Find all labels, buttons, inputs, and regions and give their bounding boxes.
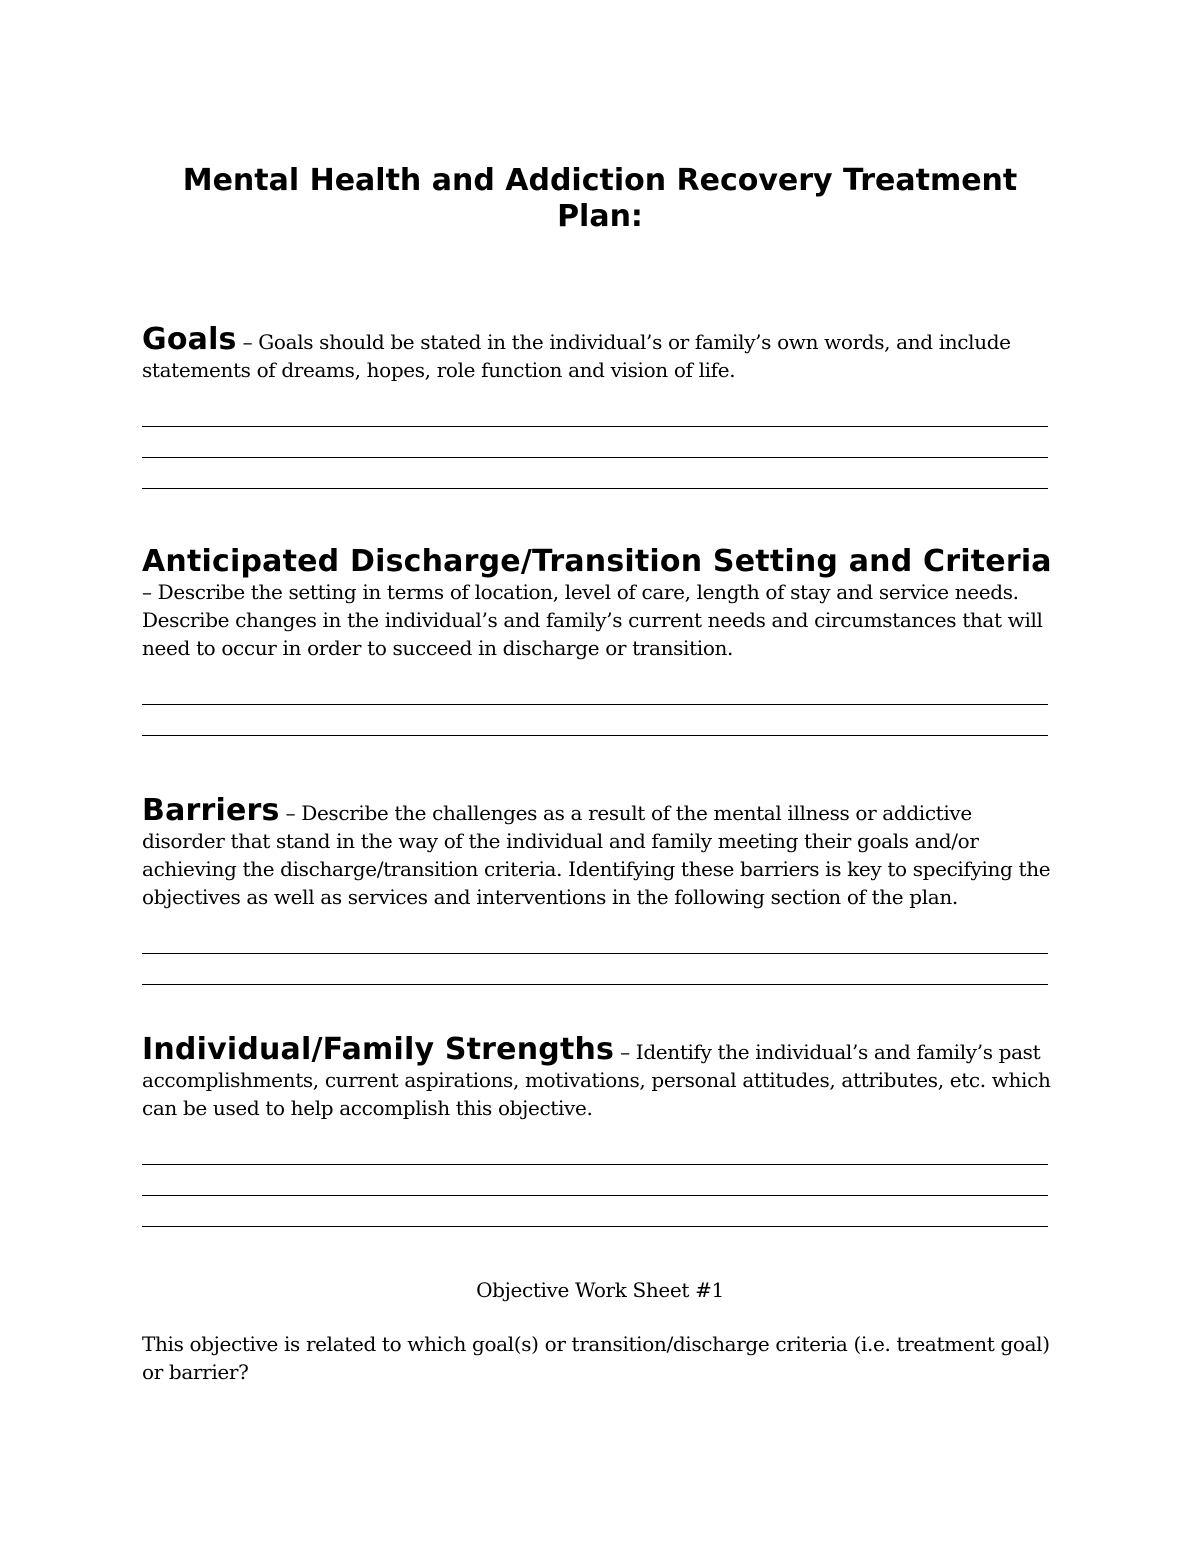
goals-dash: – <box>236 330 259 354</box>
strengths-answer-line[interactable] <box>142 1196 1048 1227</box>
discharge-description: Describe the setting in terms of location, level of care, length of stay and service needs. Describe changes in the individual’s and family’s current needs and circumstances that will need to occur in order to succeed in discharge or transition. <box>142 580 1043 660</box>
goals-heading: Goals <box>142 322 237 357</box>
discharge-answer-line[interactable] <box>142 674 1048 705</box>
barriers-dash: – <box>279 801 302 825</box>
discharge-dash: – <box>142 580 158 604</box>
worksheet-question: This objective is related to which goal(s) or transition/discharge criteria (i.e. treatment goal) or barrier? <box>142 1332 1050 1384</box>
barriers-answer-lines <box>142 923 1058 985</box>
strengths-dash: – <box>614 1040 636 1064</box>
document-title: Mental Health and Addiction Recovery Treatment Plan: <box>182 163 1018 234</box>
barriers-answer-line[interactable] <box>142 923 1048 954</box>
goals-answer-lines <box>142 396 1058 489</box>
strengths-description: Identify the individual’s and family’s past accomplishments, current aspirations, motivations, personal attitudes, attributes, etc. which can be used to help accomplish this objective. <box>142 1040 1051 1120</box>
barriers-heading: Barriers <box>142 793 280 828</box>
worksheet-title: Objective Work Sheet #1 <box>476 1278 724 1302</box>
strengths-answer-line[interactable] <box>142 1134 1048 1165</box>
barriers-section <box>142 793 1058 985</box>
goals-answer-line[interactable] <box>142 396 1048 427</box>
goals-text <box>142 322 1058 384</box>
goals-answer-line[interactable] <box>142 458 1048 489</box>
goals-section <box>142 322 1058 489</box>
goals-description: Goals should be stated in the individual’s or family’s own words, and include statements of dreams, hopes, role function and vision of life. <box>142 330 1011 382</box>
strengths-text <box>142 1032 1058 1122</box>
strengths-heading: Individual/Family Strengths <box>142 1032 615 1067</box>
document-page <box>142 0 1052 1553</box>
discharge-text <box>142 544 1058 662</box>
discharge-answer-lines <box>142 674 1058 736</box>
strengths-section <box>142 1032 1058 1227</box>
discharge-answer-line[interactable] <box>142 705 1048 736</box>
strengths-answer-lines <box>142 1134 1058 1227</box>
discharge-heading: Anticipated Discharge/Transition Setting and Criteria <box>142 544 1052 579</box>
strengths-answer-line[interactable] <box>142 1165 1048 1196</box>
barriers-answer-line[interactable] <box>142 954 1048 985</box>
barriers-text <box>142 793 1058 911</box>
barriers-description: Describe the challenges as a result of the mental illness or addictive disorder that stand in the way of the individual and family meeting their goals and/or achieving the discharge/transition criteria. Identifying these barriers is key to specifying the objectives as well as services and interventions in the following section of the plan. <box>142 801 1051 909</box>
goals-answer-line[interactable] <box>142 427 1048 458</box>
discharge-section <box>142 544 1058 736</box>
